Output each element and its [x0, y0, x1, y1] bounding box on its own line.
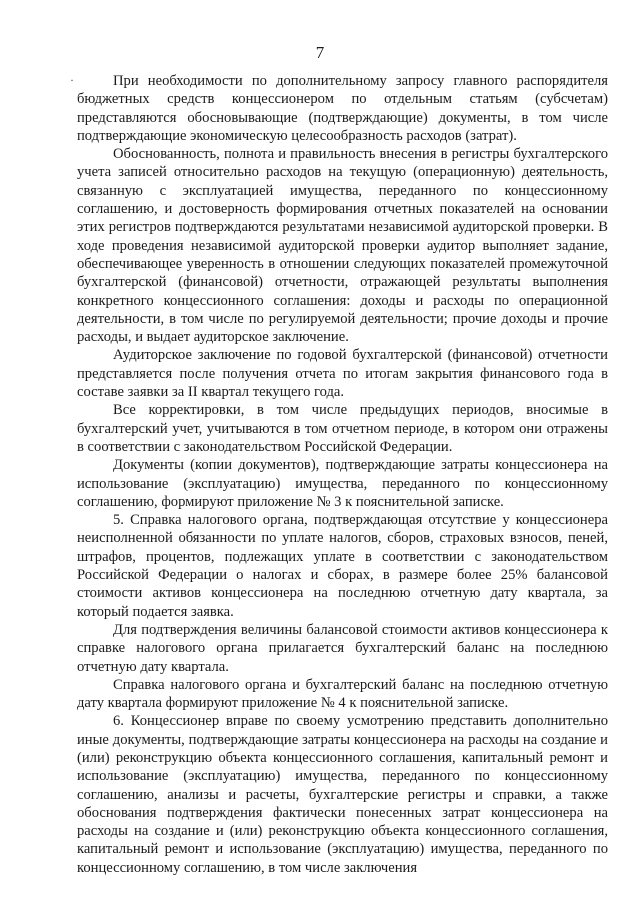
document-body	[77, 72, 608, 877]
paragraph-corrections: Все корректировки, в том числе предыдущих периодов, вносимые в бухгалтерский учет, учитываются в том отчетном периоде, в котором они отражены в соответствии с законодательством Российской Федерации.	[77, 402, 608, 455]
paragraph-appendix-4: Справка налогового органа и бухгалтерский баланс на последнюю отчетную дату квартала формируют приложение № 4 к пояснительной записке.	[77, 676, 608, 712]
margin-mark: ·	[70, 73, 74, 87]
paragraph-item-5-tax-certificate: 5. Справка налогового органа, подтверждающая отсутствие у концессионера неисполненной обязанности по уплате налогов, сборов, страховых взносов, пеней, штрафов, процентов, подлежащих уплате в соответствии с законодательством Российской Федерации о налогах и сборах, в размере более 25% балансовой стоимости активов концессионера на последнюю отчетную дату квартала, за который подается заявка.	[77, 512, 608, 620]
paragraph-additional-request: При необходимости по дополнительному запросу главного распорядителя бюджетных средств концессионером по отдельным статьям (субсчетам) представляются обосновывающие (подтверждающие) документы, в том числе подтверждающие экономическую целесообразность расходов (затрат).	[77, 73, 608, 144]
paragraph-audit-validity: Обоснованность, полнота и правильность внесения в регистры бухгалтерского учета записей относительно расходов на текущую (операционную) деятельность, связанную с эксплуатацией имущества, переданного по концессионному соглашению, и достоверность формирования отчетных показателей на основании этих регистров подтверждаются результатами независимой аудиторской проверки. В ходе проведения независимой аудиторской проверки аудитор выполняет задание, обеспечивающее уверенность в отношении следующих показателей промежуточной бухгалтерской (финансовой) отчетности, отражающей результаты выполнения конкретного концессионного соглашения: доходы и расходы по операционной деятельности, в том числе по регулируемой деятельности; прочие доходы и прочие расходы, и выдает аудиторское заключение.	[77, 146, 608, 346]
page-number: 7	[315, 43, 325, 62]
paragraph-annual-audit: Аудиторское заключение по годовой бухгалтерской (финансовой) отчетности представляется после получения отчета по итогам закрытия финансового года в составе заявки за II квартал текущего года.	[77, 347, 608, 401]
paragraph-appendix-3: Документы (копии документов), подтверждающие затраты концессионера на использование (эксплуатацию) имущества, переданного по концессионному соглашению, формируют приложение № 3 к пояснительной записке.	[77, 457, 608, 510]
paragraph-item-6-additional-documents: 6. Концессионер вправе по своему усмотрению представить дополнительно иные документы, подтверждающие затраты концессионера на расходы на создание и (или) реконструкцию объекта концессионного соглашения, капитальный ремонт и использование (эксплуатацию) имущества, переданного по концессионному соглашению, анализы и расчеты, бухгалтерские регистры и справки, а также обоснования подтверждения фактически понесенных затрат концессионера на расходы на создание и (или) реконструкцию объекта концессионного соглашения, капитальный ремонт и использование (эксплуатацию) имущества, переданного по концессионному соглашению, в том числе заключения	[77, 713, 608, 876]
paragraph-balance-sheet: Для подтверждения величины балансовой стоимости активов концессионера к справке налогового органа прилагается бухгалтерский баланс на последнюю отчетную дату квартала.	[77, 621, 608, 675]
